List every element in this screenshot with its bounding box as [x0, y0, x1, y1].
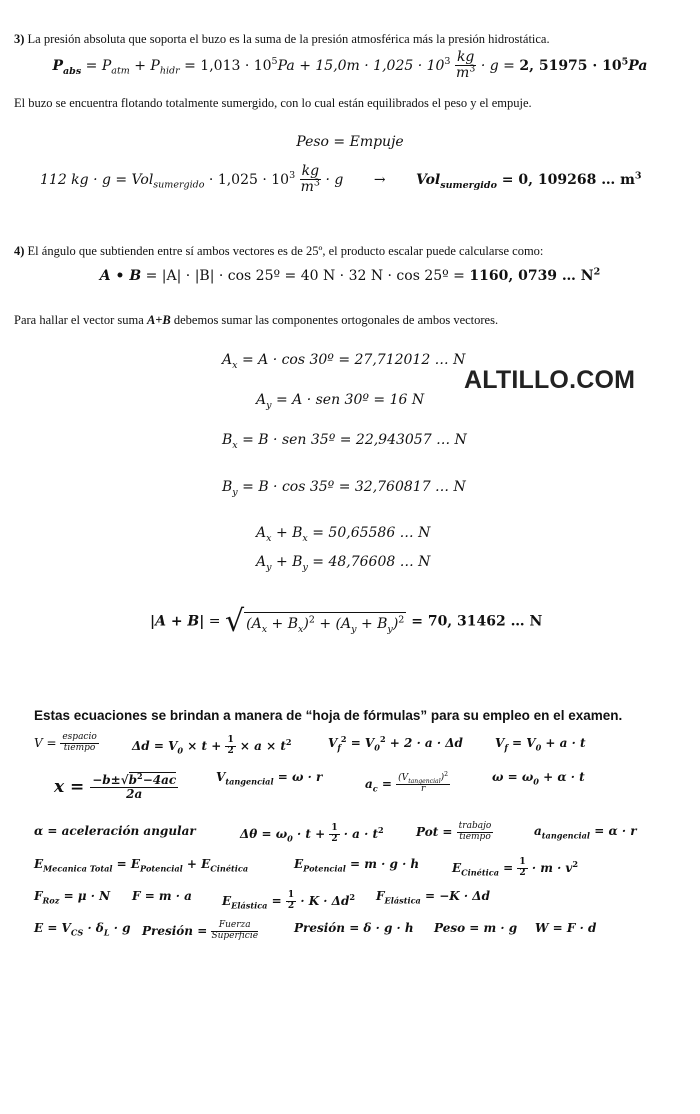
vector-sum-text: Para hallar el vector suma A+B debemos sumar las componentes ortogonales de ambos vectores.	[14, 313, 499, 327]
formula-angular-velocity: $\omega = \omega_0 + \alpha \cdot t$	[492, 770, 585, 787]
submerged-volume-result: Vol$_{sumergido}$ = 0, 109268 … $m^3$	[416, 170, 642, 191]
implies-arrow: →	[373, 171, 386, 188]
formula-angular-displacement: $\Delta\theta = \omega_0 \cdot t$ + $\frac{1}{2}$ · $a \cdot t^2$	[240, 823, 384, 844]
formula-friction-force: $F_{Roz} = \mu \cdot N$	[34, 889, 111, 906]
dot-product-equation: A • B = |A| · |B| · cos 25º = 40 N · 32 N · cos 25º = 1160, 0739 … $N^2$	[99, 266, 601, 284]
ay-plus-by-equation: $A_y + B_y = 48,76608$ … N	[256, 554, 431, 573]
formula-power: Pot = trabajo tiempo	[416, 821, 492, 842]
formula-potential-energy: $E_{Potencial} = m \cdot g \cdot h$	[294, 857, 420, 874]
absolute-pressure-result: 2, $51975 \cdot 10^5Pa$	[519, 56, 648, 74]
formula-kinetic-energy: $E_{Cinética}$ = $\frac{1}{2}$ · $m \cdot v^2$	[452, 857, 579, 878]
formula-velocity: V = espacio tiempo	[34, 732, 97, 753]
formula-buoyancy: $E = V_{CS} \cdot \delta_L \cdot g$	[34, 921, 131, 938]
absolute-pressure-equation: $P_{abs} = P_{atm} + P_{hidr} = 1,013 \cdot 10^5Pa + 15,0m \cdot 1,025 \cdot 10^3$ $\frac{kg}{m^3}$ · g = 2, $51975 \cdot 10^5Pa$	[52, 49, 648, 82]
section-4-intro	[14, 244, 543, 259]
vector-sum-magnitude-result: = 70, 31462 … N	[406, 613, 543, 630]
formula-sheet-header: Estas ecuaciones se brindan a manera de “hoja de fórmulas” para su empleo en el examen.	[34, 708, 623, 723]
ax-plus-bx-equation: $A_x + B_x = 50,65586$ … N	[256, 525, 431, 544]
submerged-volume-equation: 112 kg · $g = Vol_{sumergido} \cdot 1,025 \cdot 10^3$ $\frac{kg}{m^3}$ · g → Vol$_{sumergido}$ = 0, 109268 … $m^3$	[40, 163, 642, 196]
formula-displacement: $\Delta d = V_0 \times t$ + $\frac{1}{2}$ × $a \times t^2$	[132, 735, 292, 756]
formula-elastic-force: $F_{Elástica} = -K \cdot \Delta d$	[376, 889, 490, 906]
section-3-number: 3)	[14, 32, 25, 46]
floating-diver-text: El buzo se encuentra flotando totalmente sumergido, con lo cual están equilibrados el peso y el empuje.	[14, 96, 532, 110]
ax-equation: $A_x = A \cdot \cos$ 30º = 27,712012 … N	[222, 352, 466, 371]
section-3-intro	[14, 32, 550, 47]
dot-product-result: 1160, 0739 … $N^2$	[469, 266, 601, 284]
formula-angular-acceleration: α = aceleración angular	[34, 824, 196, 838]
vector-sum-magnitude-equation: |A + B| = √ $(A_x + B_x)^2 + (A_y + B_y)^2 = 70$, 31462 … N	[150, 604, 543, 639]
formula-total-mechanical-energy: $E_{Mecanica Total} = E_{Potencial} + E_{Cinética}$	[34, 857, 249, 874]
formula-quadratic: x = $\frac{-b\pm√b^2-4ac}{2a}$	[54, 771, 177, 802]
weight-buoyancy-equation: Peso = Empuje	[296, 134, 404, 150]
section-3-intro-text: La presión absoluta que soporta el buzo es la suma de la presión atmosférica más la presión hidrostática.	[27, 32, 550, 46]
by-equation: $B_y = B \cdot \cos$ 35º = 32,760817 … N	[222, 479, 466, 498]
formula-elastic-energy: $E_{Elástica}$ = $\frac{1}{2}$ · $K \cdot \Delta d^2$	[222, 890, 356, 911]
formula-final-velocity-squared: $V_f^2 = V_0^2 + 2 \cdot a \cdot \Delta d$	[328, 734, 463, 753]
formula-final-velocity: $V_f = V_0 + a \cdot t$	[495, 736, 586, 753]
altillo-logo: ALTILLO.COM	[464, 366, 636, 394]
section-4-number: 4)	[14, 244, 25, 258]
formula-centripetal-acceleration: $a_c$ = $(V_{tangencial})^2$ r	[365, 771, 449, 794]
formula-hydrostatic-pressure: Presión = δ · g · h	[294, 921, 414, 935]
bx-equation: $B_x = B$ · sen 35º = 22,943057 … N	[222, 432, 467, 451]
section-4-intro-text: El ángulo que subtienden entre sí ambos vectores es de 25º, el producto escalar puede calcularse como:	[27, 244, 544, 258]
formula-weight: Peso = m · g	[434, 921, 518, 935]
formula-pressure-force-area: Presión = Fuerza Superficie	[142, 920, 259, 941]
formula-newton-second-law: F = m · a	[132, 889, 192, 903]
formula-work: W = F · d	[535, 921, 597, 935]
kg-per-m3-fraction: $\frac{kg}{m^3}$	[455, 49, 476, 82]
formula-tangential-acceleration: $a_{tangencial} = \alpha \cdot r$	[534, 824, 637, 841]
ay-equation: $A_y = A$ · sen 30º = 16 N	[256, 392, 425, 411]
formula-tangential-velocity: $V_{tangencial} = \omega \cdot r$	[216, 770, 323, 787]
